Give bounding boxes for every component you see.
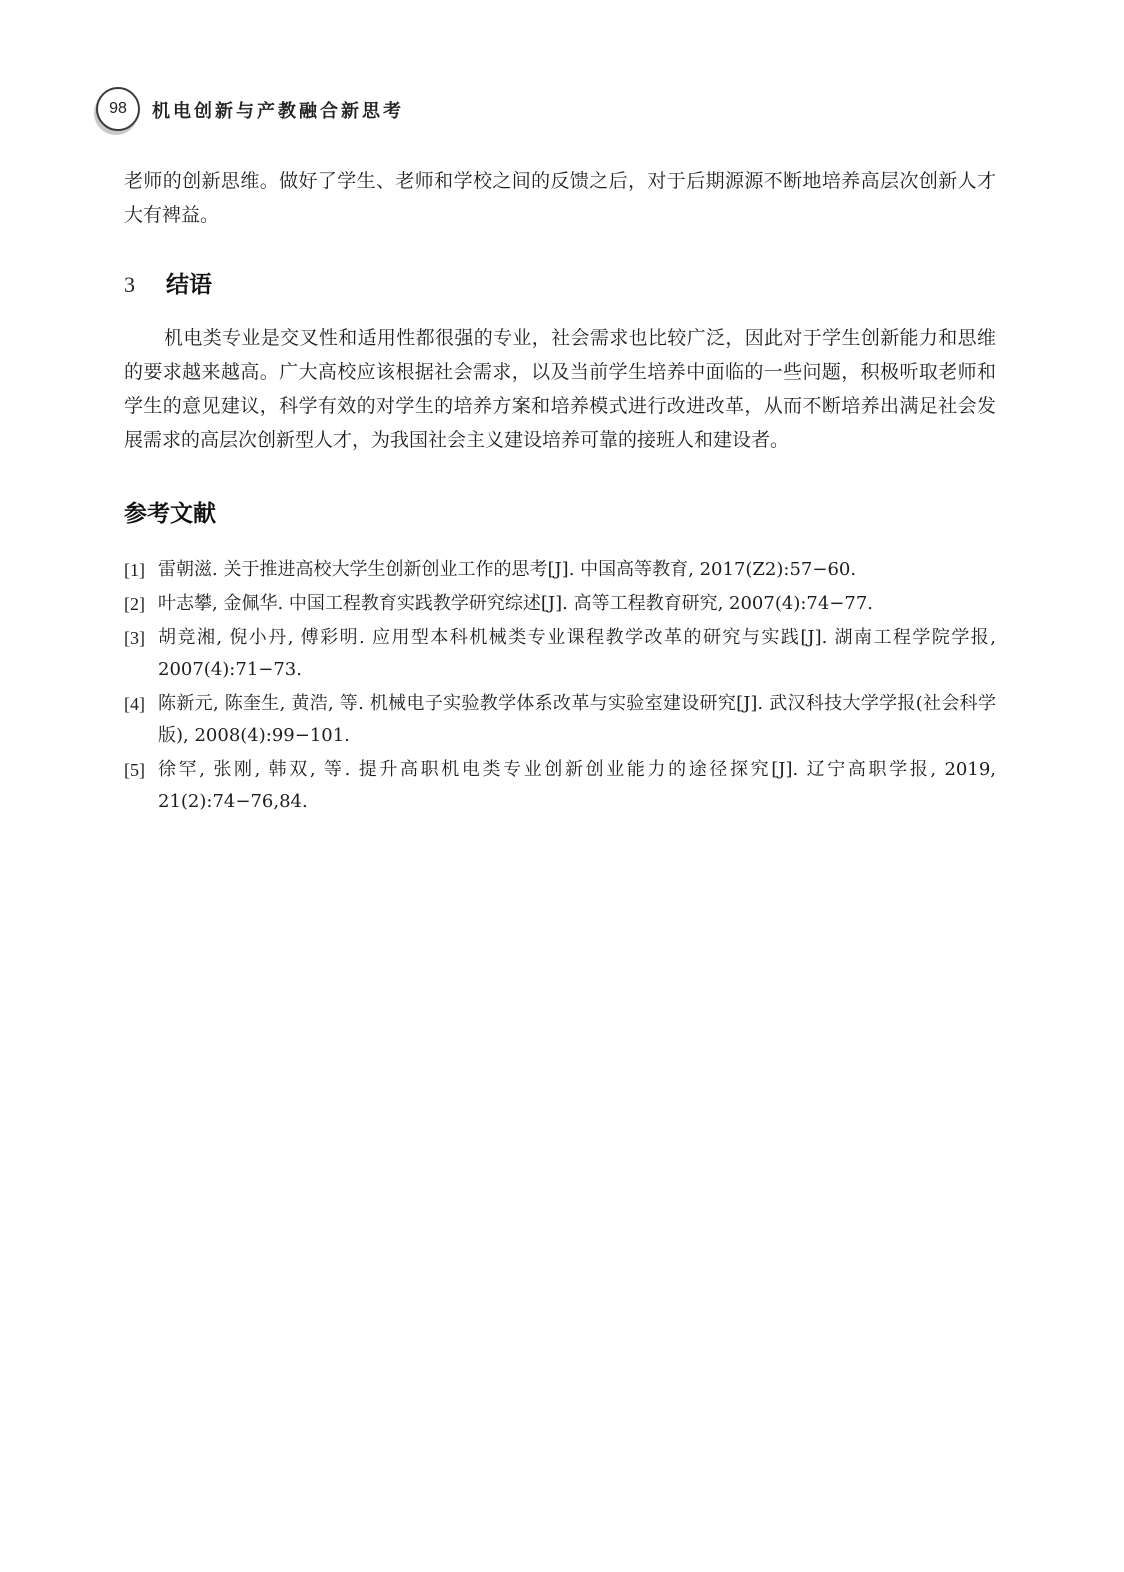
book-title: 机电创新与产教融合新思考 xyxy=(152,101,404,122)
section-number: 3 xyxy=(124,272,135,297)
reference-number: [1] xyxy=(124,560,145,580)
reference-item xyxy=(124,688,996,752)
reference-number: [2] xyxy=(124,594,145,614)
reference-number: [4] xyxy=(124,694,145,714)
reference-text: 雷朝滋. 关于推进高校大学生创新创业工作的思考[J]. 中国高等教育, 2017(Z2):57−60. xyxy=(158,559,857,580)
reference-number: [5] xyxy=(124,760,145,780)
reference-item xyxy=(124,554,996,586)
references-heading: 参考文献 xyxy=(124,501,216,527)
reference-text: 胡竞湘, 倪小丹, 傅彩明. 应用型本科机械类专业课程教学改革的研究与实践[J]. 湖南工程学院学报, 2007(4):71−73. xyxy=(158,627,996,680)
intro-paragraph: 老师的创新思维。做好了学生、老师和学校之间的反馈之后，对于后期源源不断地培养高层次创新人才大有裨益。 xyxy=(124,170,996,226)
page-number: 98 xyxy=(96,87,140,131)
page-number-badge xyxy=(92,87,138,133)
reference-text: 徐罕, 张刚, 韩双, 等. 提升高职机电类专业创新创业能力的途径探究[J]. 辽宁高职学报, 2019, 21(2):74−76,84. xyxy=(158,759,996,812)
page-content xyxy=(124,164,996,820)
section-title: 结语 xyxy=(166,272,212,298)
reference-list xyxy=(124,554,996,818)
section-heading xyxy=(124,266,996,299)
reference-text: 陈新元, 陈奎生, 黄浩, 等. 机械电子实验教学体系改革与实验室建设研究[J]. 武汉科技大学学报(社会科学版), 2008(4):99−101. xyxy=(158,693,996,746)
reference-text: 叶志攀, 金佩华. 中国工程教育实践教学研究综述[J]. 高等工程教育研究, 2007(4):74−77. xyxy=(158,593,874,614)
conclusion-paragraph: 机电类专业是交叉性和适用性都很强的专业，社会需求也比较广泛，因此对于学生创新能力和思维的要求越来越高。广大高校应该根据社会需求，以及当前学生培养中面临的一些问题，积极听取老师和学生的意见建议，科学有效的对学生的培养方案和培养模式进行改进改革，从而不断培养出满足社会发展需求的高层次创新型人才，为我国社会主义建设培养可靠的接班人和建设者。 xyxy=(124,327,996,451)
reference-number: [3] xyxy=(124,628,145,648)
running-header xyxy=(92,86,404,134)
reference-item xyxy=(124,754,996,818)
reference-item xyxy=(124,622,996,686)
reference-item xyxy=(124,588,996,620)
